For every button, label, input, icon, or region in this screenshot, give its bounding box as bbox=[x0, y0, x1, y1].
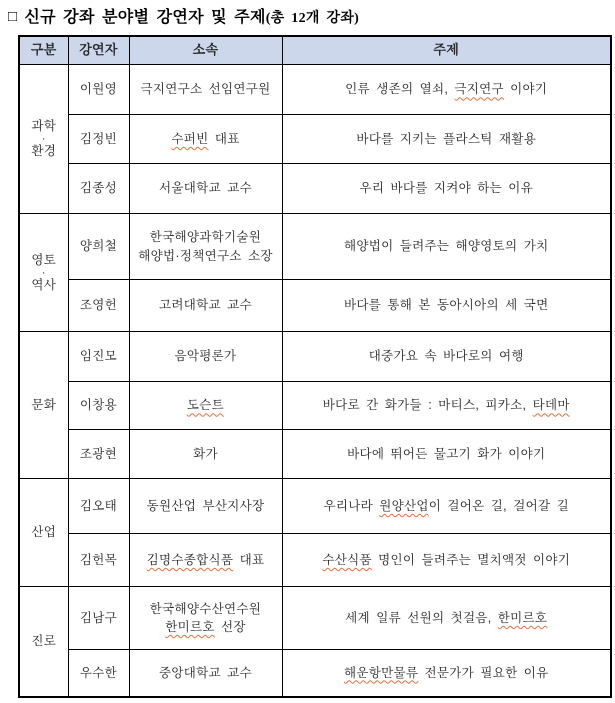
header-topic: 주제 bbox=[282, 36, 611, 65]
text-segment: 인류 생존의 열쇠, bbox=[345, 82, 455, 97]
affiliation-cell bbox=[129, 382, 282, 430]
affiliation-cell bbox=[129, 430, 282, 479]
text-segment: 선장 bbox=[214, 620, 246, 634]
misspelled-text: 극지연구 bbox=[454, 82, 504, 97]
lecture-schedule-table bbox=[18, 35, 612, 698]
affiliation-cell bbox=[129, 479, 282, 534]
table-row bbox=[19, 214, 611, 280]
table-row bbox=[19, 65, 611, 115]
misspelled-text: 수산식품 bbox=[322, 552, 372, 567]
lecturer-cell: 김헌목 bbox=[68, 534, 129, 587]
table-row bbox=[19, 280, 611, 332]
misspelled-text: 한미르호 bbox=[497, 610, 548, 625]
affiliation-cell bbox=[129, 534, 282, 587]
affiliation-cell bbox=[129, 650, 282, 697]
title-suffix: (총 12개 강좌) bbox=[265, 11, 360, 26]
lecturer-cell: 우수한 bbox=[68, 650, 129, 697]
category-cell bbox=[19, 332, 68, 479]
text-segment: 중앙대학교 교수 bbox=[159, 665, 252, 680]
text-segment: 대중가요 속 바다로의 여행 bbox=[368, 349, 524, 364]
misspelled-text: 원양산업 bbox=[379, 498, 429, 513]
lecturer-cell: 조광현 bbox=[68, 430, 129, 479]
topic-cell bbox=[282, 280, 611, 332]
title-text: 신규 강좌 분야별 강연자 및 주제 bbox=[24, 9, 266, 26]
affiliation-line bbox=[133, 247, 279, 265]
table-body bbox=[19, 65, 611, 697]
misspelled-text: 해운항만물류 bbox=[344, 665, 419, 680]
text-segment: 이야기 bbox=[503, 82, 548, 97]
category-cell bbox=[19, 587, 68, 697]
table-row bbox=[19, 650, 611, 697]
text-segment: 고려대학교 교수 bbox=[159, 298, 252, 313]
text-segment: 세계 일류 선원의 첫걸음, bbox=[345, 610, 498, 625]
affiliation-line bbox=[133, 228, 279, 246]
category-line: 과학 bbox=[31, 119, 57, 133]
header-category: 구분 bbox=[19, 36, 68, 65]
misspelled-text: 한미르호 bbox=[165, 620, 215, 634]
affiliation-line bbox=[133, 296, 279, 314]
lecturer-cell: 이창용 bbox=[68, 382, 129, 430]
affiliation-line bbox=[133, 396, 279, 414]
text-segment: 서울대학교 교수 bbox=[159, 181, 252, 196]
square-bullet-icon: □ bbox=[8, 9, 18, 25]
affiliation-line bbox=[133, 551, 279, 569]
text-segment: 대표 bbox=[208, 131, 240, 146]
affiliation-cell bbox=[129, 587, 282, 650]
misspelled-text: 타데마 bbox=[532, 398, 570, 413]
topic-cell bbox=[282, 534, 611, 587]
affiliation-line bbox=[133, 80, 279, 98]
text-segment: 해양법·정책연구소 소장 bbox=[138, 248, 273, 263]
affiliation-cell bbox=[129, 280, 282, 332]
lecturer-cell: 김정빈 bbox=[68, 115, 129, 164]
affiliation-cell bbox=[129, 164, 282, 214]
category-line: · bbox=[41, 133, 46, 145]
text-segment: 극지연구소 선임연구원 bbox=[140, 82, 271, 97]
affiliation-line bbox=[133, 664, 279, 682]
topic-cell bbox=[282, 430, 611, 479]
category-line: 역사 bbox=[31, 277, 57, 292]
affiliation-cell bbox=[129, 115, 282, 164]
text-segment: 동원산업 부산지사장 bbox=[146, 498, 265, 513]
text-segment: 우리나라 bbox=[323, 498, 380, 513]
table-row bbox=[19, 332, 611, 382]
table-row bbox=[19, 430, 611, 479]
header-affiliation: 소속 bbox=[129, 36, 282, 65]
text-segment: 이 걸어온 길, 걸어갈 길 bbox=[428, 498, 570, 513]
category-cell bbox=[19, 214, 68, 332]
table-row bbox=[19, 479, 611, 534]
topic-cell bbox=[282, 479, 611, 534]
text-segment: 바다로 간 화가들 : 마티스, 피카소, bbox=[322, 398, 533, 413]
category-cell bbox=[19, 65, 68, 214]
misspelled-text: 수퍼빈 bbox=[171, 131, 209, 146]
document-title bbox=[8, 4, 359, 27]
topic-cell bbox=[282, 164, 611, 214]
text-segment: 우리 바다를 지켜야 하는 이유 bbox=[359, 181, 534, 196]
affiliation-line bbox=[133, 600, 279, 618]
table-header-row bbox=[19, 36, 611, 65]
lecturer-cell: 임진모 bbox=[68, 332, 129, 382]
category-cell bbox=[19, 479, 68, 587]
category-line: 진로 bbox=[31, 633, 57, 648]
topic-cell bbox=[282, 587, 611, 650]
misspelled-text: 김명수종합식품 bbox=[146, 552, 234, 567]
topic-cell bbox=[282, 382, 611, 430]
category-line: 산업 bbox=[31, 525, 57, 539]
category-line: 문화 bbox=[31, 397, 57, 412]
text-segment: 화가 bbox=[193, 446, 218, 461]
table-row bbox=[19, 164, 611, 214]
category-line: · bbox=[41, 266, 46, 279]
text-segment: 바다를 통해 본 동아시아의 세 국면 bbox=[343, 298, 549, 313]
text-segment: 음악평론가 bbox=[174, 349, 237, 364]
table-row bbox=[19, 587, 611, 650]
topic-cell bbox=[282, 650, 611, 697]
affiliation-cell bbox=[129, 332, 282, 382]
category-line: 영토 bbox=[31, 252, 57, 267]
text-segment: 전문가가 필요한 이유 bbox=[418, 665, 549, 680]
topic-cell bbox=[282, 115, 611, 164]
text-segment: 명인이 들려주는 멸치액젓 이야기 bbox=[371, 552, 571, 567]
lecturer-cell: 조영헌 bbox=[68, 280, 129, 332]
text-segment: 대표 bbox=[233, 552, 265, 567]
topic-cell bbox=[282, 332, 611, 382]
lecturer-cell: 김남구 bbox=[68, 587, 129, 650]
text-segment: 한국해양수산연수원 bbox=[149, 601, 262, 616]
table-row bbox=[19, 534, 611, 587]
affiliation-cell bbox=[129, 214, 282, 280]
lecturer-cell: 이원영 bbox=[68, 65, 129, 115]
affiliation-line bbox=[133, 179, 279, 197]
lecturer-cell: 김종성 bbox=[68, 164, 129, 214]
affiliation-line bbox=[133, 618, 279, 636]
affiliation-line bbox=[133, 130, 279, 148]
misspelled-text: 도슨트 bbox=[186, 398, 225, 413]
header-lecturer: 강연자 bbox=[68, 36, 129, 65]
text-segment: 바다에 뛰어든 물고기 화가 이야기 bbox=[347, 446, 546, 461]
text-segment: 해양법이 들려주는 해양영토의 가치 bbox=[344, 239, 549, 254]
affiliation-cell bbox=[129, 65, 282, 115]
text-segment: 바다를 지키는 플라스틱 재활용 bbox=[356, 131, 537, 146]
topic-cell bbox=[282, 214, 611, 280]
lecturer-cell: 양희철 bbox=[68, 214, 129, 280]
affiliation-line bbox=[133, 445, 279, 463]
table-row bbox=[19, 115, 611, 164]
category-line: 환경 bbox=[31, 144, 57, 158]
topic-cell bbox=[282, 65, 611, 115]
affiliation-line bbox=[133, 347, 279, 365]
lecturer-cell: 김오태 bbox=[68, 479, 129, 534]
affiliation-line bbox=[133, 497, 279, 515]
table-row bbox=[19, 382, 611, 430]
text-segment: 한국해양과학기술원 bbox=[149, 230, 262, 245]
